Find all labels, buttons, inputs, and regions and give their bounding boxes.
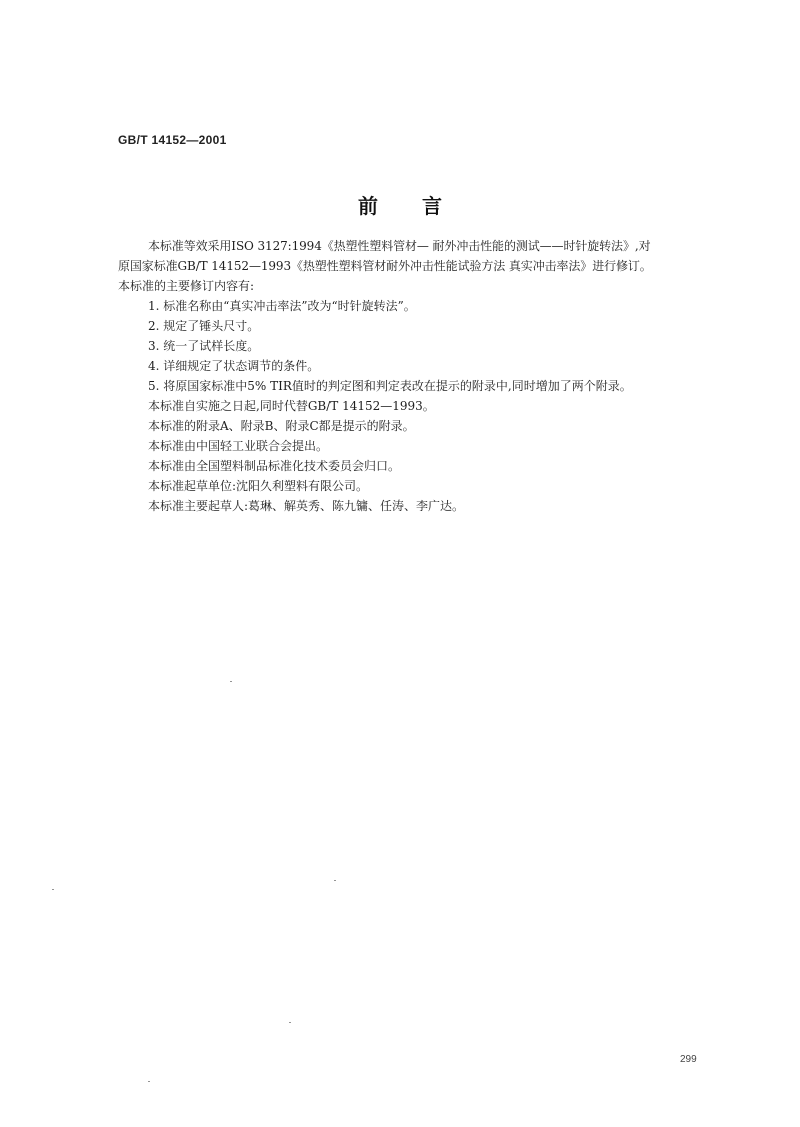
paragraph-adoption-line2: 原国家标准GB/T 14152—1993《热塑性塑料管材耐外冲击性能试验方法 真实冲击率法》进行修订。 (118, 259, 652, 273)
revision-item-5: 5. 将原国家标准中5% TIR值时的判定图和判定表改在提示的附录中,同时增加了两个附录。 (148, 379, 632, 393)
revision-item-1: 1. 标准名称由“真实冲击率法”改为“时针旋转法”。 (148, 299, 416, 313)
revision-item-2: 2. 规定了锤头尺寸。 (148, 319, 260, 333)
scan-speck (148, 1081, 150, 1082)
paragraph-replacement: 本标准自实施之日起,同时代替GB/T 14152—1993。 (148, 399, 435, 413)
paragraph-committee: 本标准由全国塑料制品标准化技术委员会归口。 (148, 459, 401, 473)
paragraph-appendices: 本标准的附录A、附录B、附录C都是提示的附录。 (148, 419, 415, 433)
paragraph-drafting-unit: 本标准起草单位:沈阳久利塑料有限公司。 (148, 479, 369, 493)
paragraph-adoption-line3: 本标准的主要修订内容有: (118, 279, 255, 293)
paragraph-drafters: 本标准主要起草人:葛琳、解英秀、陈九镛、任涛、李广达。 (148, 499, 465, 513)
paragraph-proposer: 本标准由中国轻工业联合会提出。 (148, 439, 329, 453)
page-header: GB/T 14152—2001 (118, 133, 227, 147)
revision-item-3: 3. 统一了试样长度。 (148, 339, 260, 353)
page-number: 299 (680, 1054, 697, 1065)
scan-speck (334, 880, 336, 881)
scan-speck (52, 889, 54, 890)
scan-speck (230, 681, 232, 682)
foreword-content (118, 236, 750, 516)
scan-speck (289, 1022, 291, 1023)
revision-item-4: 4. 详细规定了状态调节的条件。 (148, 359, 320, 373)
page-title: 前言 (358, 194, 486, 218)
paragraph-adoption-line1: 本标准等效采用ISO 3127:1994《热塑性塑料管材— 耐外冲击性能的测试——时针旋转法》,对 (148, 239, 651, 253)
